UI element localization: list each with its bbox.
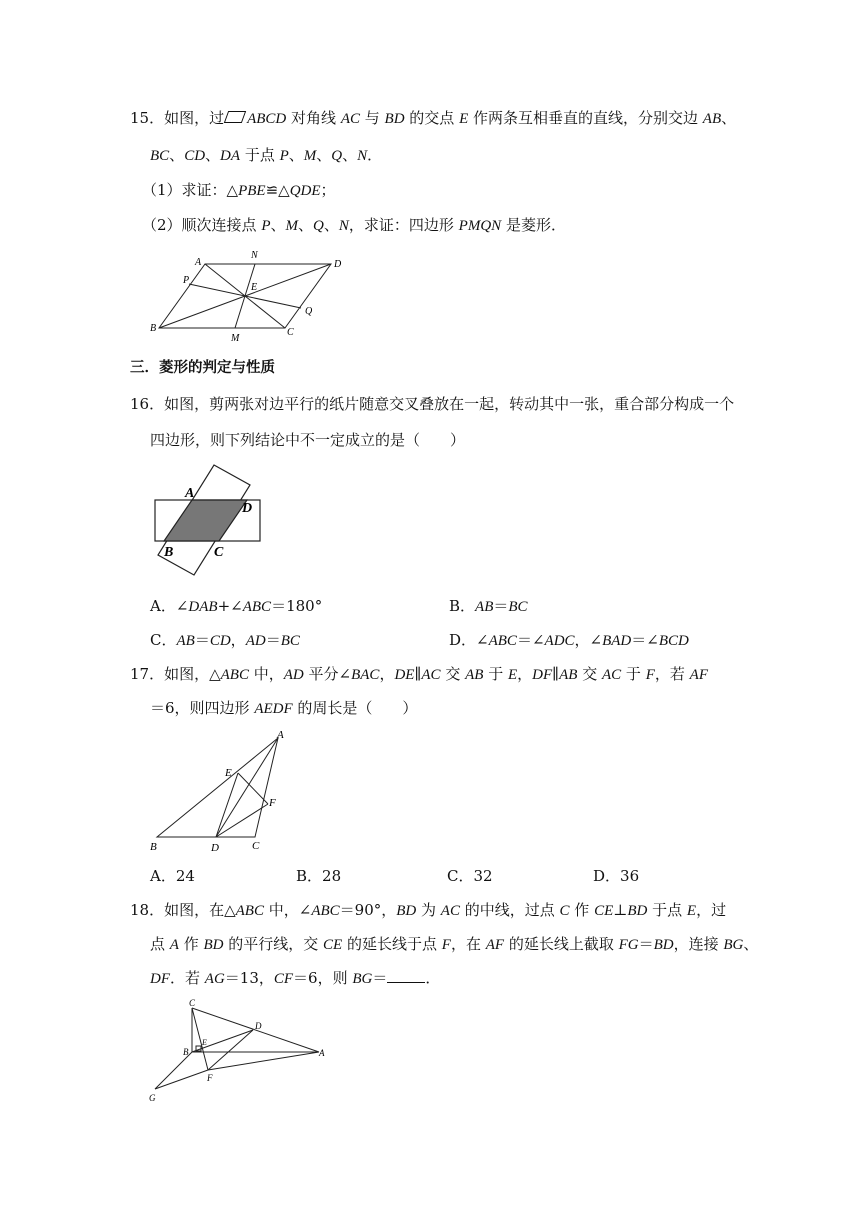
q15-line2: BC、CD、DA 于点 P、M、Q、N． bbox=[150, 146, 383, 164]
label-A: A bbox=[185, 486, 195, 501]
q16-line2: 四边形，则下列结论中不一定成立的是（ ） bbox=[150, 431, 466, 449]
q16-option-a[interactable]: A．∠DAB+∠ABC＝180° bbox=[150, 597, 323, 615]
label-D: D bbox=[334, 259, 342, 270]
q18-line1: 18．如图，在△ABC 中，∠ABC＝90°，BD 为 AC 的中线，过点 C 作 CE⊥BD 于点 E，过 bbox=[130, 901, 727, 919]
parallelogram-icon bbox=[224, 111, 246, 123]
answer-blank[interactable] bbox=[387, 968, 425, 983]
label-C: C bbox=[252, 840, 260, 852]
q15-part1: （1）求证：△PBE≌△QDE； bbox=[142, 181, 336, 199]
q16-option-d[interactable]: D．∠ABC＝∠ADC，∠BAD＝∠BCD bbox=[449, 631, 689, 649]
q17-option-a[interactable]: A．24 bbox=[150, 867, 195, 885]
label-M: M bbox=[231, 333, 240, 344]
label-B: B bbox=[150, 841, 157, 853]
q15-line1: 15．如图，过 ABCD 对角线 AC 与 BD 的交点 E 作两条互相垂直的直线，分别交边 AB、 bbox=[130, 109, 737, 127]
q16-line1: 16．如图，剪两张对边平行的纸片随意交叉叠放在一起，转动其中一张，重合部分构成一个 bbox=[130, 395, 735, 413]
label-Q: Q bbox=[305, 306, 313, 317]
q18-line3: DF．若 AG＝13，CF＝6，则 BG＝ ． bbox=[150, 969, 441, 987]
label-C: C bbox=[214, 545, 224, 560]
q15-part2: （2）顺次连接点 P、M、Q、N，求证：四边形 PMQN 是菱形． bbox=[142, 216, 566, 234]
q15-figure bbox=[145, 245, 355, 345]
q17-option-c[interactable]: C．32 bbox=[447, 867, 493, 885]
label-A: A bbox=[319, 1048, 325, 1058]
q17-line2: ＝6，则四边形 AEDF 的周长是（ ） bbox=[150, 699, 418, 717]
label-B: B bbox=[183, 1047, 189, 1057]
label-B: B bbox=[150, 323, 157, 334]
label-A: A bbox=[195, 257, 202, 268]
q17-option-b[interactable]: B．28 bbox=[296, 867, 342, 885]
q17-figure bbox=[145, 728, 295, 854]
label-G: G bbox=[149, 1093, 156, 1103]
label-E: E bbox=[225, 767, 232, 779]
section-heading: 三．菱形的判定与性质 bbox=[130, 360, 275, 376]
label-A: A bbox=[277, 729, 284, 741]
q17-option-d[interactable]: D．36 bbox=[593, 867, 640, 885]
label-N: N bbox=[251, 250, 258, 261]
label-D: D bbox=[242, 501, 253, 516]
label-E: E bbox=[202, 1038, 207, 1047]
label-P: P bbox=[183, 275, 190, 286]
q18-figure bbox=[145, 995, 335, 1105]
label-D: D bbox=[211, 842, 219, 854]
q16-option-b[interactable]: B．AB＝BC bbox=[449, 597, 528, 615]
q18-line2: 点 A 作 BD 的平行线，交 CE 的延长线于点 F，在 AF 的延长线上截取 FG＝BD，连接 BG、 bbox=[150, 935, 759, 953]
q16-figure bbox=[150, 460, 265, 580]
label-E: E bbox=[251, 282, 258, 293]
label-C: C bbox=[287, 327, 294, 338]
label-C: C bbox=[189, 998, 196, 1008]
q16-option-c[interactable]: C．AB＝CD，AD＝BC bbox=[150, 631, 300, 649]
label-B: B bbox=[164, 545, 174, 560]
label-F: F bbox=[207, 1073, 213, 1083]
q17-line1: 17．如图，△ABC 中，AD 平分∠BAC，DE∥AC 交 AB 于 E，DF∥AB 交 AC 于 F，若 AF bbox=[130, 665, 708, 683]
label-F: F bbox=[269, 797, 276, 809]
label-D: D bbox=[255, 1021, 262, 1031]
